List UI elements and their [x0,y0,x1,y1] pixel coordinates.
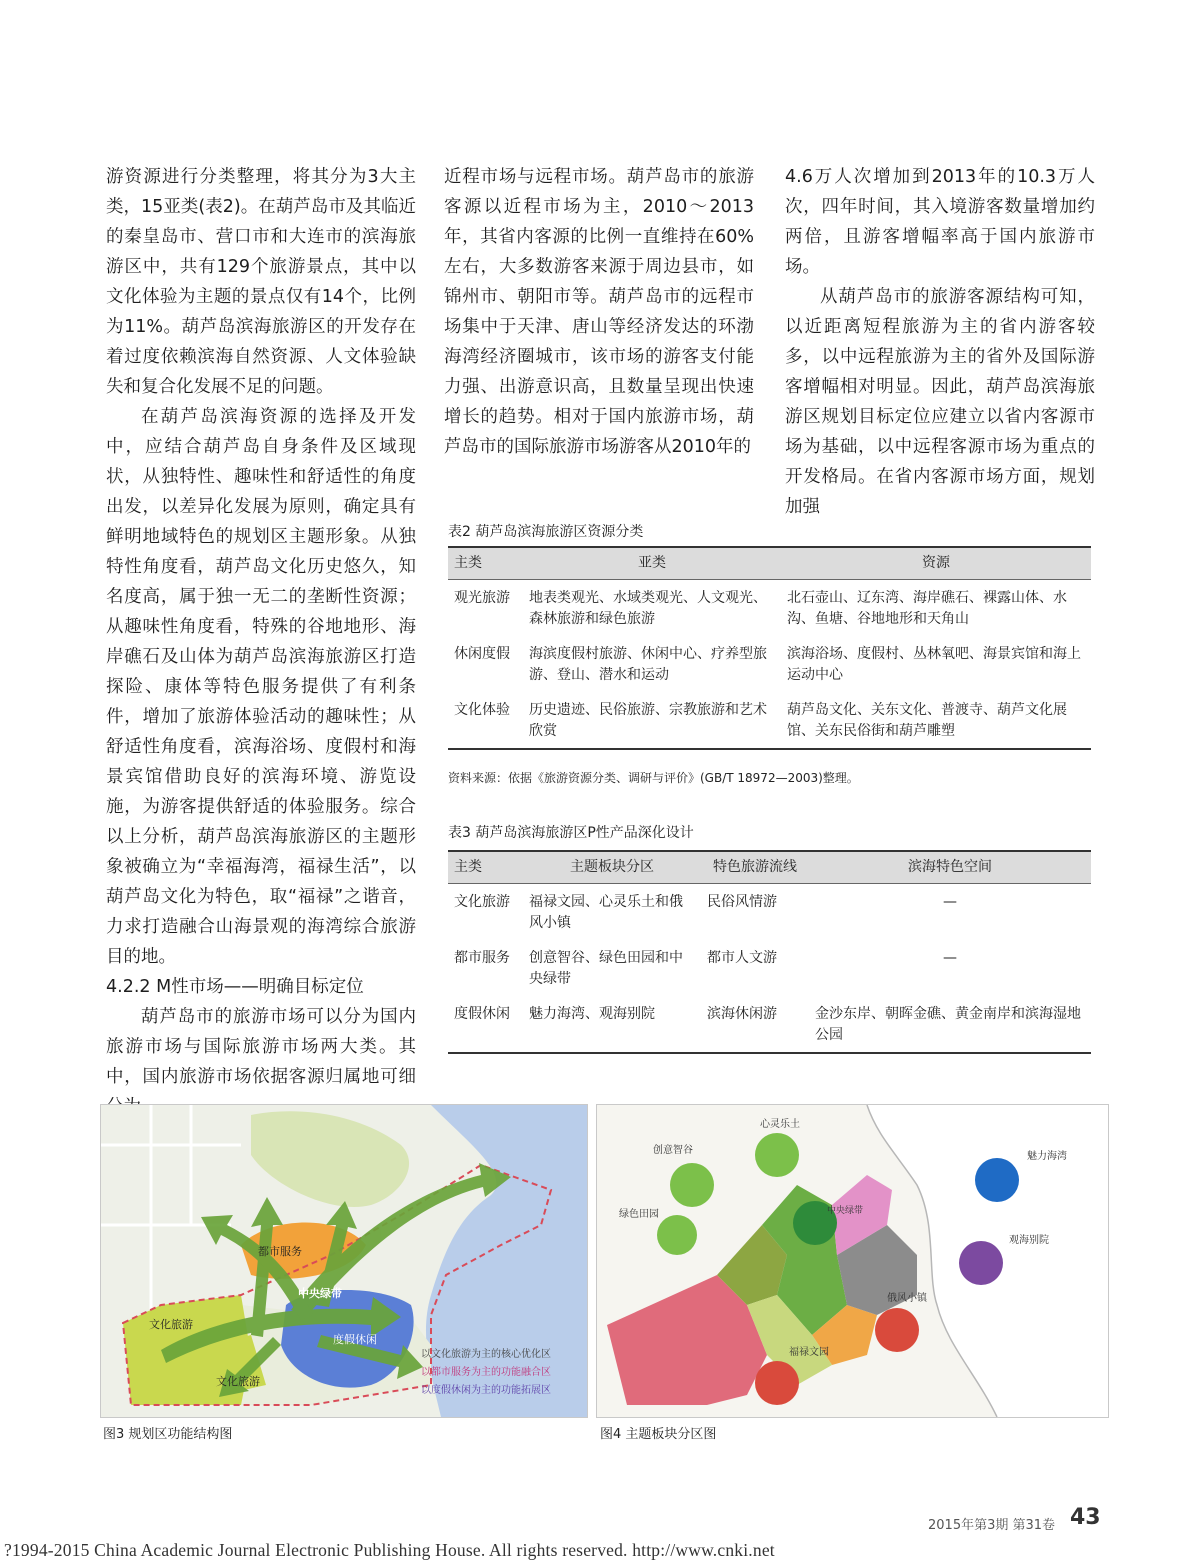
table-cell: 观光旅游 [454,590,510,606]
table-row [448,940,1091,996]
figure3-function-structure-map [100,1104,588,1418]
text-column-3 [785,162,1095,522]
label-fulu-garden: 福禄文园 [789,1347,829,1358]
table2-source-note: 资料来源：依据《旅游资源分类、调研与评价》(GB/T 18972—2003)整理。 [448,771,859,785]
figure4-theme-zone-map [596,1104,1109,1418]
label-heart-land: 心灵乐土 [760,1119,800,1130]
table3-header-space: 滨海特色空间 [809,851,1091,884]
text-column-2 [444,162,754,462]
table-cell: 都市人文游 [707,950,777,966]
table3-caption: 表3 葫芦岛滨海旅游区P性产品深化设计 [448,825,694,841]
label-sea-villa: 观海别院 [1009,1235,1049,1246]
legend-item-urban: 以都市服务为主的功能融合区 [421,1367,551,1378]
table-cell: 民俗风情游 [707,894,777,910]
journal-issue: 2015年第3期 第31卷 [928,1518,1056,1533]
paragraph: 游资源进行分类整理，将其分为3大主类，15亚类(表2)。在葫芦岛市及其临近的秦皇岛市、营口市和大连市的滨海旅游区中，共有129个旅游景点，其中以文化体验为主题的景点仅有14个，比例为11%。葫芦岛滨海旅游区的开发存在着过度依赖滨海自然资源、人文体验缺失和复合化发展不足的问题。 [106,167,416,397]
label-charm-bay: 魅力海湾 [1027,1151,1067,1162]
table3-header-main: 主类 [448,851,523,884]
label-central-green: 中央绿带 [827,1206,864,1216]
copyright-line: ?1994-2015 China Academic Journal Electronic Publishing House. All rights reserved. http://www.cnki.net [4,1540,775,1560]
table-cell: 滨海休闲游 [701,996,809,1053]
table-cell: 福禄文园、心灵乐土和俄风小镇 [529,894,683,931]
figure4-caption: 图4 主题板块分区图 [600,1427,717,1442]
table-cell: 都市服务 [454,950,510,966]
label-culture-2: 文化旅游 [216,1375,260,1388]
table3-header-route: 特色旅游流线 [701,851,809,884]
legend-item-culture: 以文化旅游为主的核心优化区 [421,1349,551,1360]
paragraph: 4.6万人次增加到2013年的10.3万人次，四年时间，其入境游客数量增加约两倍，且游客增幅率高于国内旅游市场。 [785,167,1095,277]
table-cell: 文化体验 [448,692,523,749]
product-design-table [448,850,1091,1054]
table-cell: 魅力海湾、观海别院 [523,996,701,1053]
table2-header-main: 主类 [448,547,523,580]
table-cell: 休闲度假 [454,646,510,662]
section-heading: 4.2.2 M性市场——明确目标定位 [106,977,364,997]
paragraph: 在葫芦岛滨海资源的选择及开发中，应结合葫芦岛自身条件及区域现状，从独特性、趣味性和舒适性的角度出发，以差异化发展为原则，确定具有鲜明地域特色的规划区主题形象。从独特性角度看，葫芦岛文化历史悠久，知名度高，属于独一无二的垄断性资源；从趣味性角度看，特殊的谷地地形、海岸礁石及山体为葫芦岛滨海旅游区打造探险、康体等特色服务提供了有利条件，增加了旅游体验活动的趣味性；从舒适性角度看，滨海浴场、度假村和海景宾馆借助良好的滨海环境、游览设施，为游客提供舒适的体验服务。综合以上分析，葫芦岛滨海旅游区的主题形象被确立为“幸福海湾，福禄生活”，以葫芦岛文化为特色，取“福禄”之谐音，力求打造融合山海景观的海湾综合旅游目的地。 [106,407,416,967]
label-culture: 文化旅游 [149,1318,193,1331]
figure4-map-graphic [597,1105,1108,1417]
table-cell: 海滨度假村旅游、休闲中心、疗养型旅游、登山、潜水和运动 [529,646,767,683]
figure3-map-graphic [101,1105,587,1417]
text-column-1 [106,162,416,1122]
label-leisure: 度假休闲 [333,1333,377,1346]
table-cell: 创意智谷、绿色田园和中央绿带 [529,950,683,987]
table2-caption: 表2 葫芦岛滨海旅游区资源分类 [448,524,644,540]
table-cell: 度假休闲 [448,996,523,1053]
table2-header-resource: 资源 [781,547,1091,580]
label-urban: 都市服务 [258,1245,302,1258]
table2-header-sub: 亚类 [523,547,781,580]
table-cell: — [943,894,957,910]
paragraph: 近程市场与远程市场。葫芦岛市的旅游客源以近程市场为主，2010～2013年，其省内客源的比例一直维持在60%左右，大多数游客来源于周边县市，如锦州市、朝阳市等。葫芦岛市的远程市场集中于天津、唐山等经济发达的环渤海湾经济圈城市，该市场的游客支付能力强、出游意识高，且数量呈现出快速增长的趋势。相对于国内旅游市场，葫芦岛市的国际旅游市场游客从2010年的 [444,167,754,457]
paragraph: 葫芦岛市的旅游市场可以分为国内旅游市场与国际旅游市场两大类。其中，国内旅游市场依据客源归属地可细 [106,1007,416,1087]
table-cell: 文化旅游 [454,894,510,910]
legend-item-leisure: 以度假休闲为主的功能拓展区 [421,1385,551,1396]
label-creative-valley: 创意智谷 [653,1145,693,1156]
table-cell: 北石壶山、辽东湾、海岸礁石、裸露山体、水沟、鱼塘、谷地地形和天角山 [787,590,1067,627]
label-russian-town: 俄风小镇 [887,1293,927,1304]
figure3-caption: 图3 规划区功能结构图 [103,1427,233,1442]
paragraph: 从葫芦岛市的旅游客源结构可知，以近距离短程旅游为主的省内游客较多，以中远程旅游为主的省外及国际游客增幅相对明显。因此，葫芦岛滨海旅游区规划目标定位应建立以省内客源市场为基础，以中远程客源市场为重点的开发格局。在省内客源市场方面，规划加强 [785,287,1095,517]
table3-header-zone: 主题板块分区 [523,851,701,884]
label-green-belt: 中央绿带 [298,1287,342,1300]
table-row [448,884,1091,941]
label-green-field: 绿色田园 [619,1209,659,1220]
page-number: 43 [1070,1505,1101,1530]
table-cell: 金沙东岸、朝晖金礁、黄金南岸和滨海湿地公园 [809,996,1091,1053]
table-cell: 滨海浴场、度假村、丛林氧吧、海景宾馆和海上运动中心 [787,646,1081,683]
table-row [448,692,1091,749]
table-row [448,996,1091,1053]
table-cell: 历史遗迹、民俗旅游、宗教旅游和艺术欣赏 [523,692,781,749]
table-row [448,580,1091,637]
table-cell: 地表类观光、水域类观光、人文观光、森林旅游和绿色旅游 [529,590,767,627]
table-cell: 葫芦岛文化、关东文化、普渡寺、葫芦文化展馆、关东民俗街和葫芦雕塑 [781,692,1091,749]
resource-classification-table [448,546,1091,750]
table-cell: — [943,950,957,966]
table-row [448,636,1091,692]
